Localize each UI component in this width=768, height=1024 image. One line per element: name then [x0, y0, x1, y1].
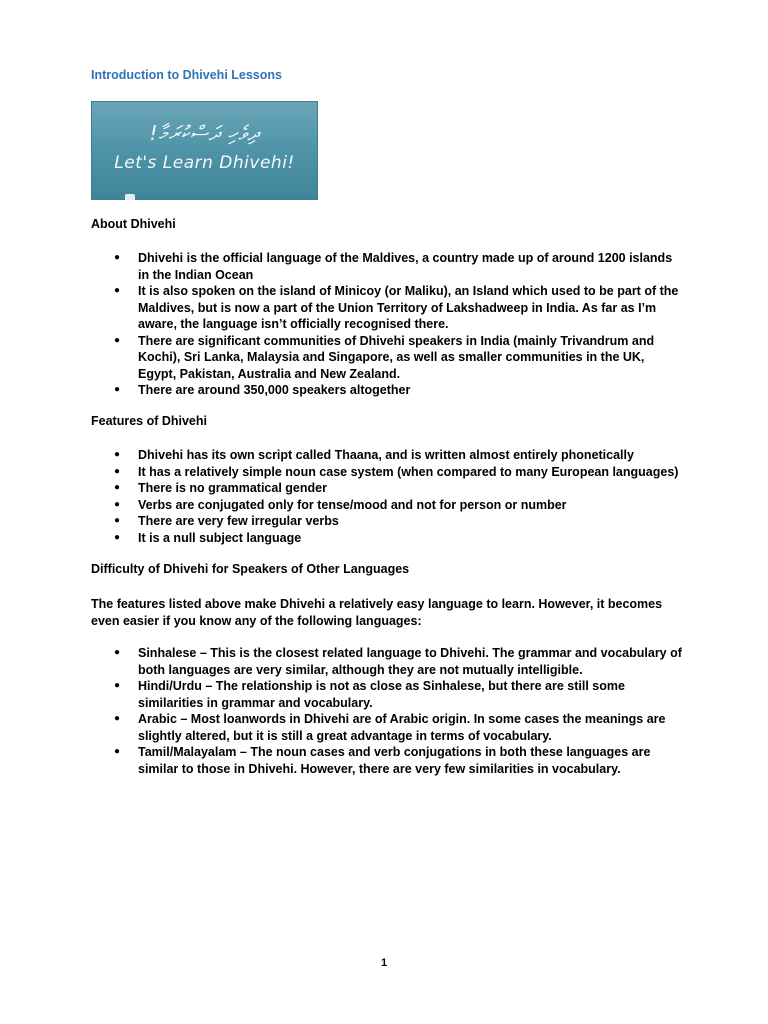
list-item: ● It has a relatively simple noun case system (when compared to many European languages)	[114, 464, 679, 479]
page-number: 1	[380, 957, 388, 969]
document-title: Introduction to Dhivehi Lessons	[91, 68, 282, 82]
about-list	[112, 250, 682, 399]
list-item: ● Sinhalese – This is the closest related language to Dhivehi. The grammar and vocabulary of both languages are very similar, although they are not mutually intelligible.	[114, 646, 682, 677]
list-item: ● There are very few irregular verbs	[114, 514, 339, 528]
bullet-icon: ●	[114, 285, 121, 296]
about-heading: About Dhivehi	[91, 217, 176, 231]
list-item: ● Dhivehi is the official language of the Maldives, a country made up of around 1200 islands in the Indian Ocean	[114, 251, 673, 282]
features-heading: Features of Dhivehi	[91, 414, 207, 428]
list-item: ● Hindi/Urdu – The relationship is not as close as Sinhalese, but there are still some similarities in grammar and vocabulary.	[114, 679, 625, 710]
list-item: ● There are around 350,000 speakers altogether	[114, 383, 411, 397]
bullet-icon: ●	[114, 713, 121, 724]
list-item: ● Arabic – Most loanwords in Dhivehi are of Arabic origin. In some cases the meanings are slightly altered, but it is still a great advantage in terms of vocabulary.	[114, 712, 666, 743]
list-item: ● It is a null subject language	[114, 530, 302, 545]
list-item: ● It is also spoken on the island of Minicoy (or Maliku), an Island which used to be part of the Maldives, but is now a part of the Union Territory of Lakshadweep in India. As far as I’m aware, the language isn’t officially recognised there.	[114, 284, 679, 331]
banner-thaana-text: ދިވެހި ދަސްކުރަމާ!	[149, 121, 260, 145]
list-item: ● There are significant communities of Dhivehi speakers in India (mainly Trivandrum and Kochi), Sri Lanka, Malaysia and Singapore, as well as smaller communities in the UK, Egypt, Pakistan, Australia and New Zealand.	[114, 333, 655, 381]
list-item: ● Dhivehi has its own script called Thaana, and is written almost entirely phonetically	[114, 448, 634, 462]
bullet-icon: ●	[114, 515, 121, 526]
bullet-icon: ●	[114, 384, 121, 395]
difficulty-heading: Difficulty of Dhivehi for Speakers of Other Languages	[91, 562, 410, 576]
bullet-icon: ●	[114, 482, 121, 493]
difficulty-intro: The features listed above make Dhivehi a relatively easy language to learn. However, it becomes even easier if you know any of the following languages:	[91, 597, 663, 628]
features-list	[112, 447, 682, 546]
lets-learn-dhivehi-banner	[91, 101, 318, 200]
bullet-icon: ●	[114, 449, 121, 460]
list-item: ● There is no grammatical gender	[114, 481, 327, 495]
bullet-icon: ●	[114, 647, 121, 658]
bullet-icon: ●	[114, 252, 121, 263]
list-item: ● Tamil/Malayalam – The noun cases and verb conjugations in both these languages are similar to those in Dhivehi. However, there are very few similarities in vocabulary.	[114, 745, 651, 776]
bullet-icon: ●	[114, 498, 121, 510]
list-item: ● Verbs are conjugated only for tense/mood and not for person or number	[114, 497, 567, 512]
bullet-icon: ●	[114, 334, 121, 346]
bullet-icon: ●	[114, 680, 121, 691]
bullet-icon: ●	[114, 746, 121, 757]
difficulty-list	[112, 645, 682, 777]
banner-latin-text: Let's Learn Dhivehi!	[114, 153, 295, 173]
bullet-icon: ●	[114, 465, 121, 477]
bullet-icon: ●	[114, 531, 121, 543]
banner-corner-decoration	[125, 194, 135, 200]
